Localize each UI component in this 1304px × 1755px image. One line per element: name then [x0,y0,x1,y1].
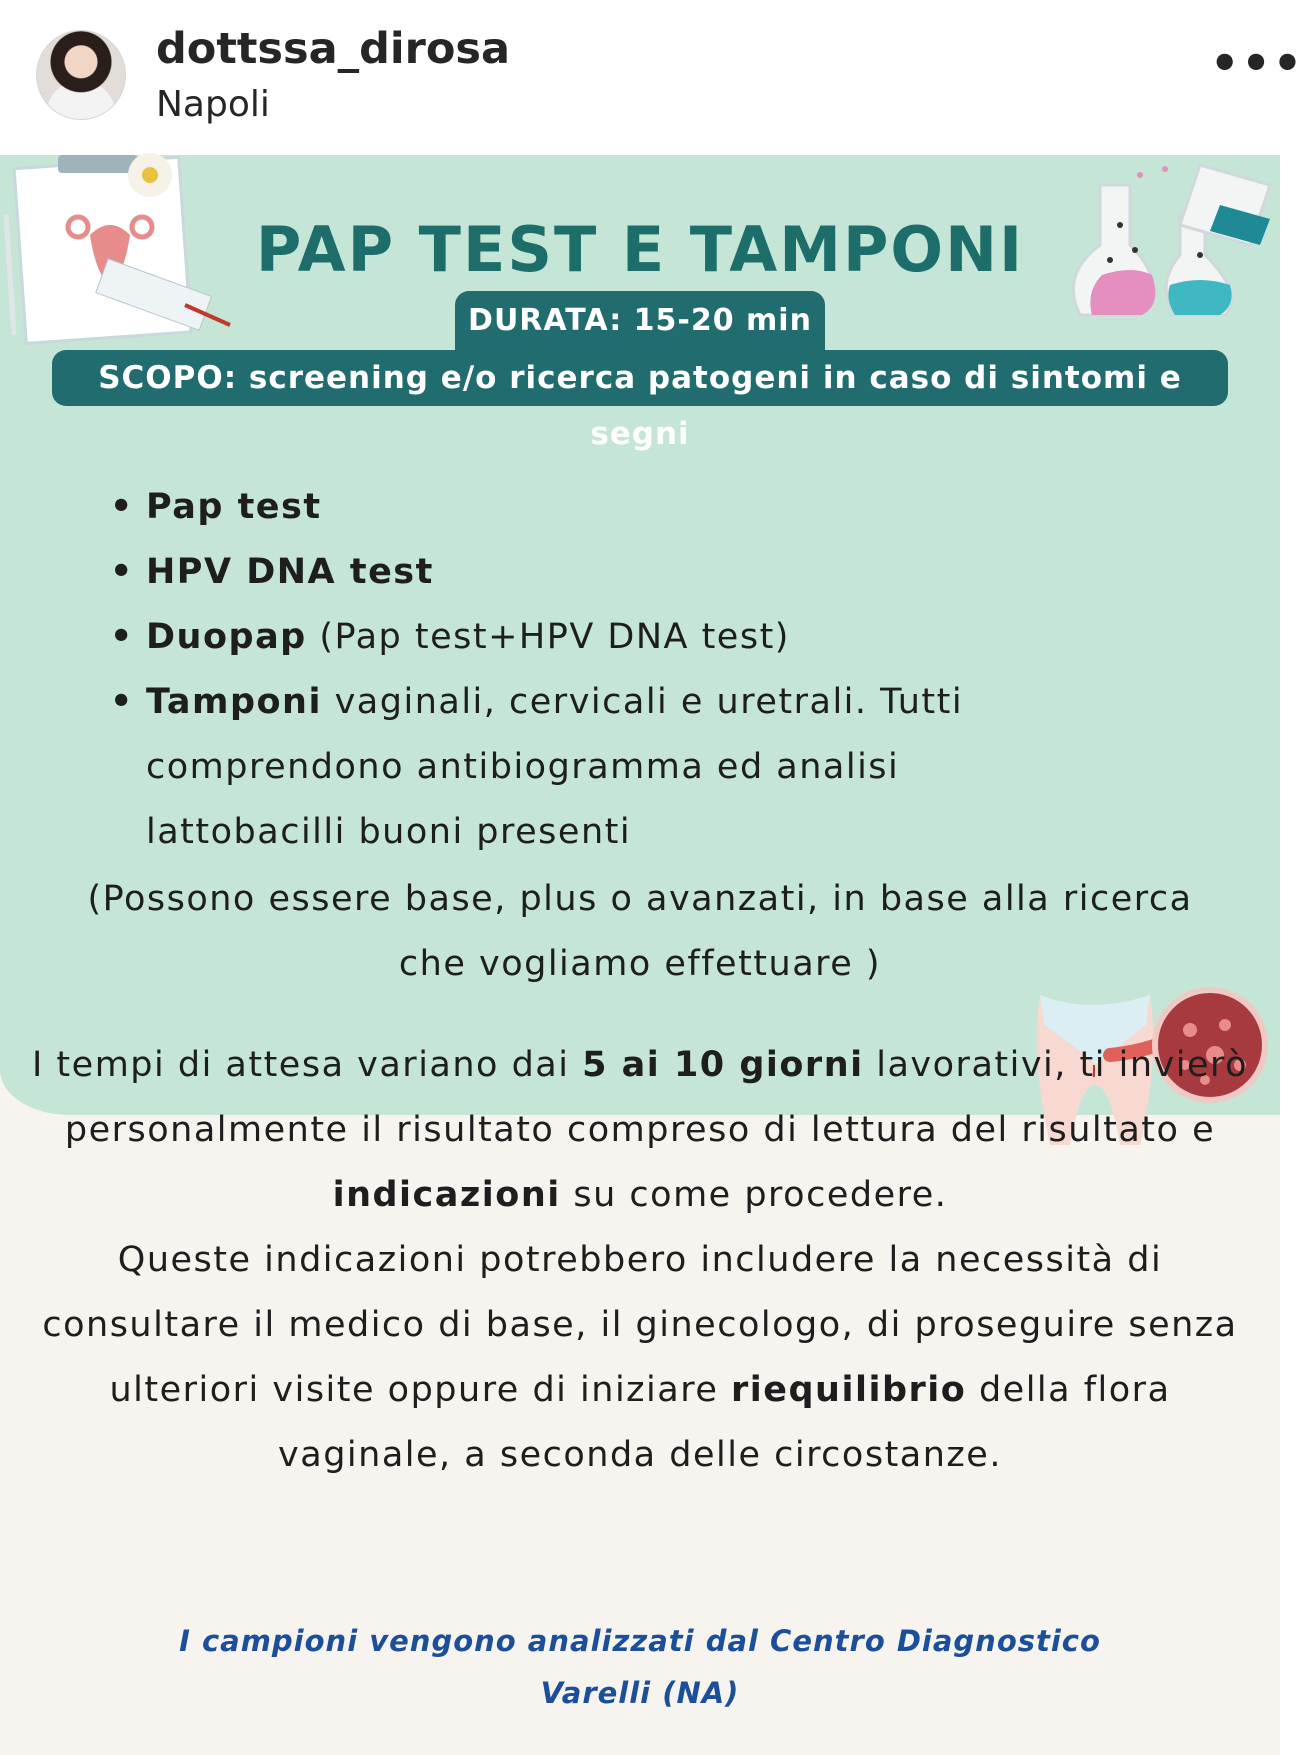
durata-badge: DURATA: 15-20 min [455,291,825,351]
list-item: • HPV DNA test [110,540,1190,605]
location-link[interactable]: Napoli [156,84,270,125]
test-list [110,475,1190,865]
post-title: PAP TEST E TAMPONI [255,213,1025,286]
avatar[interactable] [36,30,126,120]
post-image [0,155,1280,1755]
list-item: • Tamponi vaginali, cervicali e uretrali. Tutti comprendono antibiogramma ed analisi lattobacilli buoni presenti [110,670,1190,865]
list-item: • Pap test [110,475,1190,540]
scopo-banner: SCOPO: screening e/o ricerca patogeni in caso di sintomi e segni [52,350,1228,406]
post-header [0,0,1304,155]
more-options-icon[interactable]: ••• [1210,36,1304,90]
info-paragraph: I tempi di attesa variano dai 5 ai 10 giorni lavorativi, ti invierò personalmente il risultato compreso di lettura del risultato e indicazioni su come procedere. Queste indicazioni potrebbero includere la necessità di consultare il medico di base, il ginecologo, di proseguire senza ulteriori visite oppure di iniziare riequilibrio della flora vaginale, a seconda delle circostanze. [31,1045,1249,1475]
note-text: (Possono essere base, plus o avanzati, in base alla ricerca che vogliamo effettuare ) [87,879,1193,984]
list-item: • Duopap (Pap test+HPV DNA test) [110,605,1190,670]
username-link[interactable]: dottssa_dirosa [156,24,511,74]
lab-credit: I campioni vengono analizzati dal Centro Diagnostico Varelli (NA) [179,1624,1101,1710]
